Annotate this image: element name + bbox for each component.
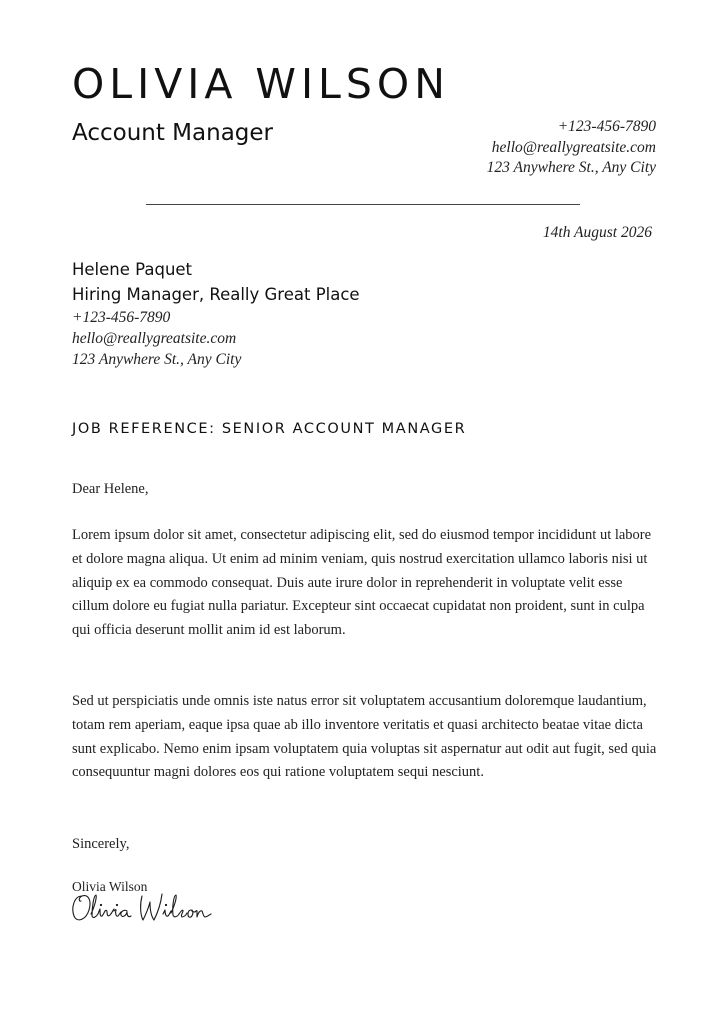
signer-name: Olivia Wilson — [72, 879, 148, 894]
sender-name: OLIVIA WILSON — [72, 60, 450, 108]
recipient-block — [72, 257, 360, 370]
sender-role: Account Manager — [72, 120, 273, 146]
sender-address: 123 Anywhere St., Any City — [486, 159, 656, 176]
sender-phone: +123-456-7890 — [557, 118, 656, 135]
recipient-name: Helene Paquet — [72, 260, 193, 279]
recipient-address: 123 Anywhere St., Any City — [72, 351, 242, 368]
signature-image — [70, 890, 220, 926]
recipient-phone: +123-456-7890 — [72, 309, 171, 326]
letter-date: 14th August 2026 — [542, 224, 652, 241]
sender-contact-block — [487, 117, 656, 179]
sender-email: hello@reallygreatsite.com — [491, 138, 656, 156]
recipient-email: hello@reallygreatsite.com — [72, 330, 237, 347]
closing: Sincerely, — [72, 836, 130, 852]
greeting: Dear Helene, — [72, 481, 149, 497]
job-reference: JOB REFERENCE: SENIOR ACCOUNT MANAGER — [72, 421, 467, 437]
body-paragraph-2: Sed ut perspiciatis unde omnis iste natus error sit voluptatem accusantium doloremque laudantium, totam rem aperiam, eaque ipsa quae ab illo inventore veritatis et quasi architecto beatae vitae dicta sunt explicabo. Nemo enim ipsam voluptatem quia voluptas sit aspernatur aut odit aut fugit, sed quia consequuntur magni dolores eos qui ratione voluptatem sequi nesciunt. — [72, 693, 657, 781]
body-paragraph-1: Lorem ipsum dolor sit amet, consectetur adipiscing elit, sed do eiusmod tempor incididunt ut labore et dolore magna aliqua. Ut enim ad minim veniam, quis nostrud exercitation ullamco laboris nisi ut aliquip ex ea commodo consequat. Duis aute irure dolor in reprehenderit in voluptate velit esse cillum dolore eu fugiat nulla pariatur. Excepteur sint occaecat cupidatat non proident, sunt in culpa qui officia deserunt mollit anim id est laborum. — [72, 527, 652, 639]
recipient-title: Hiring Manager, Really Great Place — [72, 285, 360, 304]
header-divider — [146, 204, 580, 205]
